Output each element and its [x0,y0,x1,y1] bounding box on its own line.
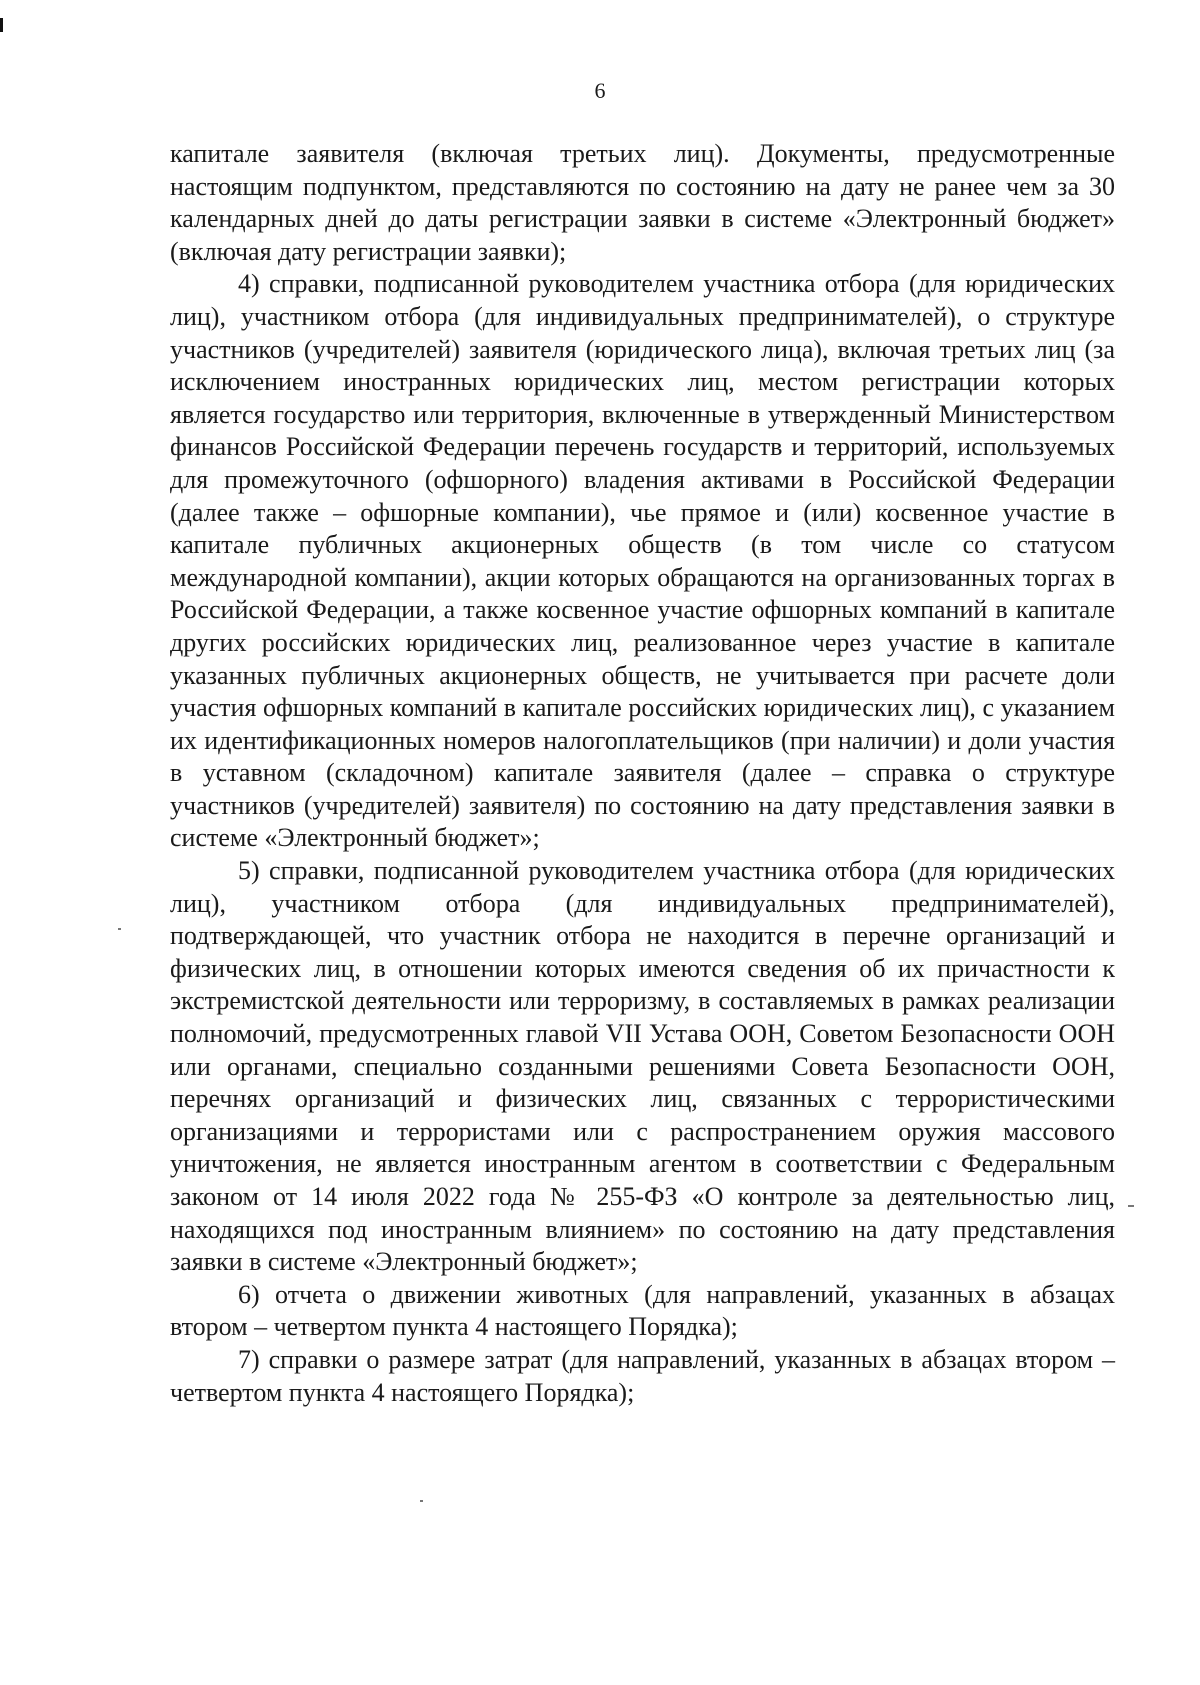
paragraph-item-7: 7) справки о размере затрат (для направлений, указанных в абзацах втором – четвертом пункта 4 настоящего Порядка); [170,1344,1115,1407]
scan-speck [1128,1205,1134,1207]
paragraph-item-5: 5) справки, подписанной руководителем участника отбора (для юридических лиц), участником отбора (для индивидуальных предпринимателей), подтверждающей, что участник отбора не находится в перечне организаций и физических лиц, в отношении которых имеются сведения об их причастности к экстремистской деятельности или терроризму, в составляемых в рамках реализации полномочий, предусмотренных главой VII Устава ООН, Советом Безопасности ООН или органами, специально созданными решениями Совета Безопасности ООН, перечнях организаций и физических лиц, связанных с террористическими организациями и террористами или с распространением оружия массового уничтожения, не является иностранным агентом в соответствии с Федеральным законом от 14 июля 2022 года № 255-ФЗ «О контроле за деятельностью лиц, находящихся под иностранным влиянием» по состоянию на дату представления заявки в системе «Электронный бюджет»; [170,856,1115,1277]
paragraph-item-4: 4) справки, подписанной руководителем участника отбора (для юридических лиц), участником отбора (для индивидуальных предпринимателей), о структуре участников (учредителей) заявителя (юридического лица), включая третьих лиц (за исключением иностранных юридических лиц, местом регистрации которых является государство или территория, включенные в утвержденный Министерством финансов Российской Федерации перечень государств и территорий, используемых для промежуточного (офшорного) владения активами в Российской Федерации (далее также – офшорные компании), чье прямое и (или) косвенное участие в капитале публичных акционерных обществ (в том числе со статусом международной компании), акции которых обращаются на организованных торгах в Российской Федерации, а также косвенное участие офшорных компаний в капитале других российских юридических лиц, реализованное через участие в капитале указанных публичных акционерных обществ, не учитывается при расчете доли участия офшорных компаний в капитале российских юридических лиц), с указанием их идентификационных номеров налогоплательщиков (при наличии) и доли участия в уставном (складочном) капитале заявителя (далее – справка о структуре участников (учредителей) заявителя) по состоянию на дату представления заявки в системе «Электронный бюджет»; [170,269,1115,853]
scan-speck [420,1500,423,1502]
paragraph-item-6: 6) отчета о движении животных (для направлений, указанных в абзацах втором – четвертом пункта 4 настоящего Порядка); [170,1279,1115,1342]
scan-speck [118,928,121,930]
scan-edge-mark [0,18,3,32]
document-body [170,138,1115,1409]
page-number: 6 [594,78,606,103]
paragraph-continuation: капитале заявителя (включая третьих лиц). Документы, предусмотренные настоящим подпунктом, представляются по состоянию на дату не ранее чем за 30 календарных дней до даты регистрации заявки в системе «Электронный бюджет» (включая дату регистрации заявки); [170,139,1115,266]
